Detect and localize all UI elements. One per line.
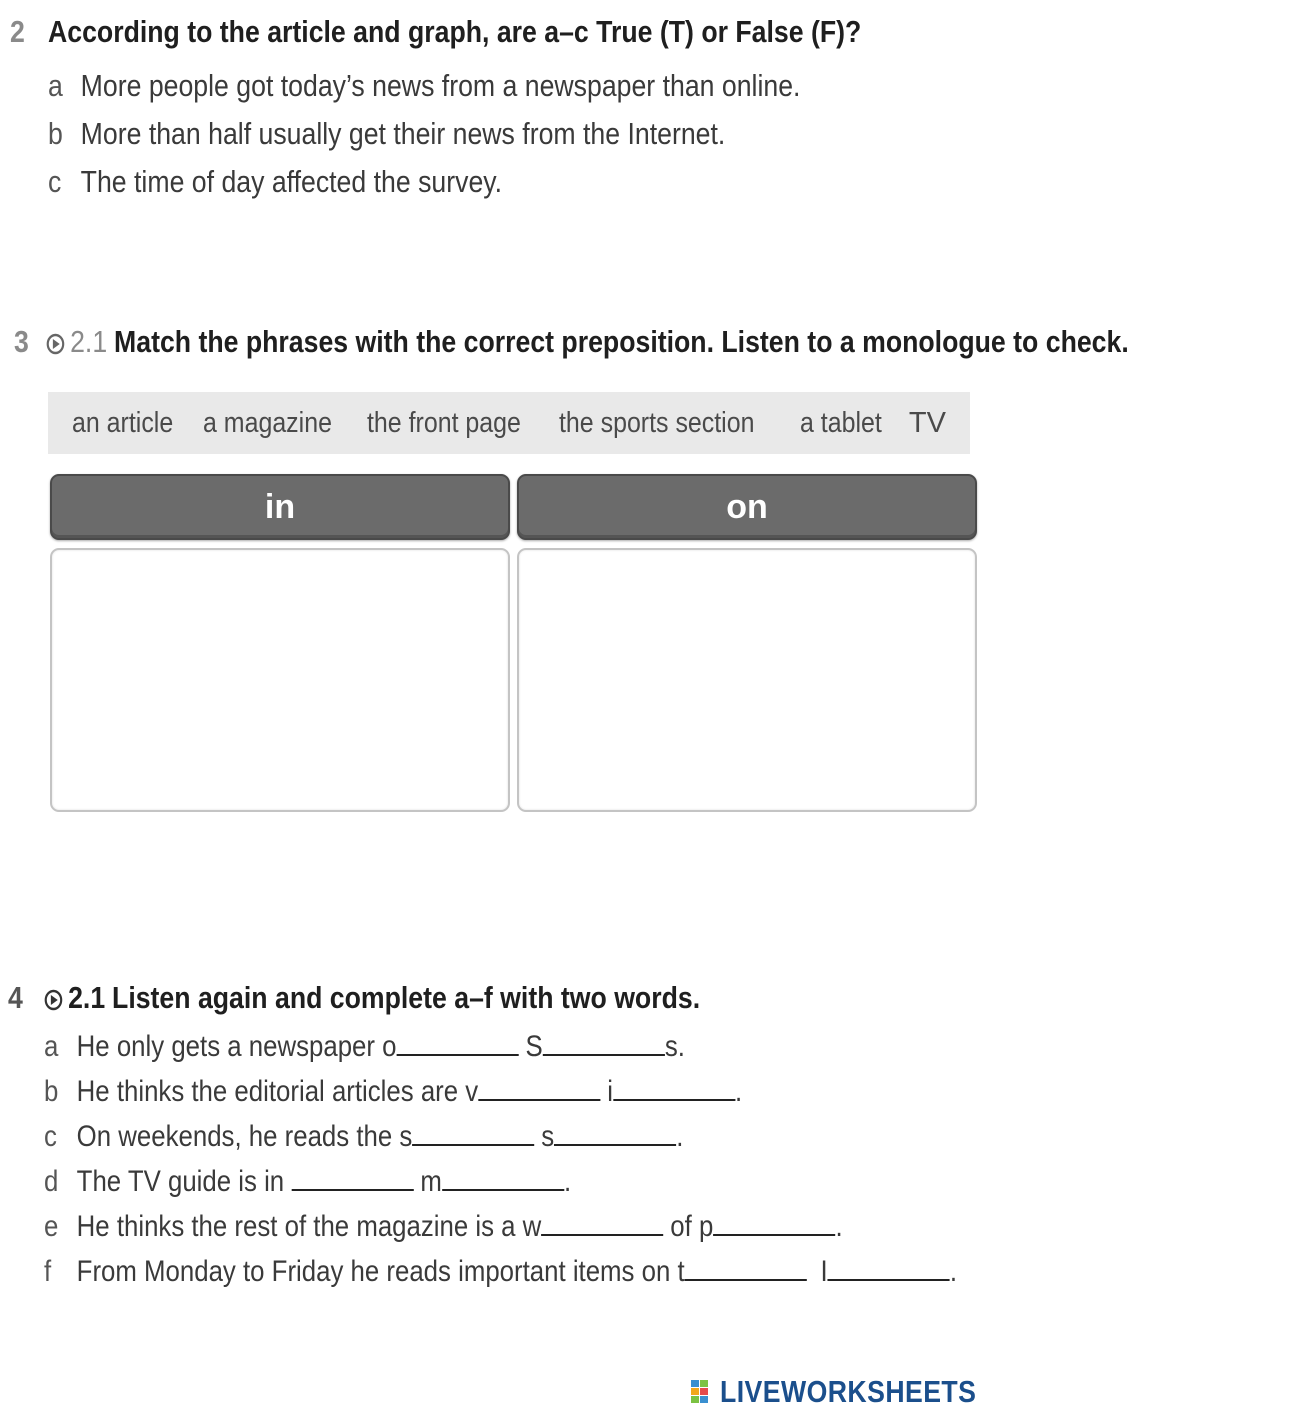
answer-blank[interactable] [828, 1255, 950, 1281]
q4-item-c: c On weekends, he reads the s s . [44, 1120, 684, 1153]
word-bank-item[interactable]: the sports section [559, 406, 755, 439]
q4-item-f: f From Monday to Friday he reads important items on t I . [44, 1255, 958, 1288]
question-2-title: According to the article and graph, are a–c True (T) or False (F)? [48, 14, 862, 49]
answer-blank[interactable] [685, 1255, 807, 1281]
answer-blank[interactable] [412, 1120, 534, 1146]
answer-blank[interactable] [478, 1075, 600, 1101]
answer-blank[interactable] [442, 1165, 564, 1191]
q4-item-b: b He thinks the editorial articles are v i . [44, 1075, 743, 1108]
word-bank-item[interactable]: an article [72, 406, 174, 439]
q4-item-d: d The TV guide is in m . [44, 1165, 572, 1198]
word-bank-item[interactable]: TV [908, 406, 946, 439]
question-4-title: 2.1 Listen again and complete a–f with two words. [44, 980, 807, 1016]
q4-item-e: e He thinks the rest of the magazine is a w of p . [44, 1210, 843, 1243]
track-number: 2.1 [70, 324, 108, 359]
answer-blank[interactable] [554, 1120, 676, 1146]
column-header-in: in [50, 474, 510, 540]
answer-blank[interactable] [543, 1030, 665, 1056]
answer-blank[interactable] [541, 1210, 663, 1236]
word-bank-item[interactable]: a magazine [203, 406, 333, 439]
column-header-on: on [517, 474, 977, 540]
audio-play-icon[interactable] [46, 333, 65, 355]
drop-zone-on[interactable] [517, 548, 977, 812]
word-bank-item[interactable]: a tablet [800, 406, 883, 439]
question-3-number: 3 [14, 324, 29, 359]
drop-zone-in[interactable] [50, 548, 510, 812]
track-number: 2.1 [68, 980, 106, 1015]
q2-item-b: b More than half usually get their news from the Internet. [48, 116, 726, 151]
audio-play-icon[interactable] [44, 989, 63, 1011]
answer-blank[interactable] [613, 1075, 735, 1101]
question-2-number: 2 [10, 14, 25, 49]
q2-item-a: a More people got today’s news from a newspaper than online. [48, 68, 801, 103]
answer-blank[interactable] [291, 1165, 413, 1191]
answer-blank[interactable] [397, 1030, 519, 1056]
answer-blank[interactable] [713, 1210, 835, 1236]
liveworksheets-logo: LIVEWORKSHEETS [690, 1374, 1018, 1410]
question-3-title: 2.1 Match the phrases with the correct preposition. Listen to a monologue to check. [46, 324, 1305, 360]
word-bank-item[interactable]: the front page [366, 406, 521, 439]
q2-item-c: c The time of day affected the survey. [48, 164, 503, 199]
question-4-number: 4 [8, 980, 23, 1015]
q4-item-a: a He only gets a newspaper o S s. [44, 1030, 685, 1063]
word-bank [48, 392, 970, 454]
liveworksheets-logo-icon [690, 1379, 718, 1405]
